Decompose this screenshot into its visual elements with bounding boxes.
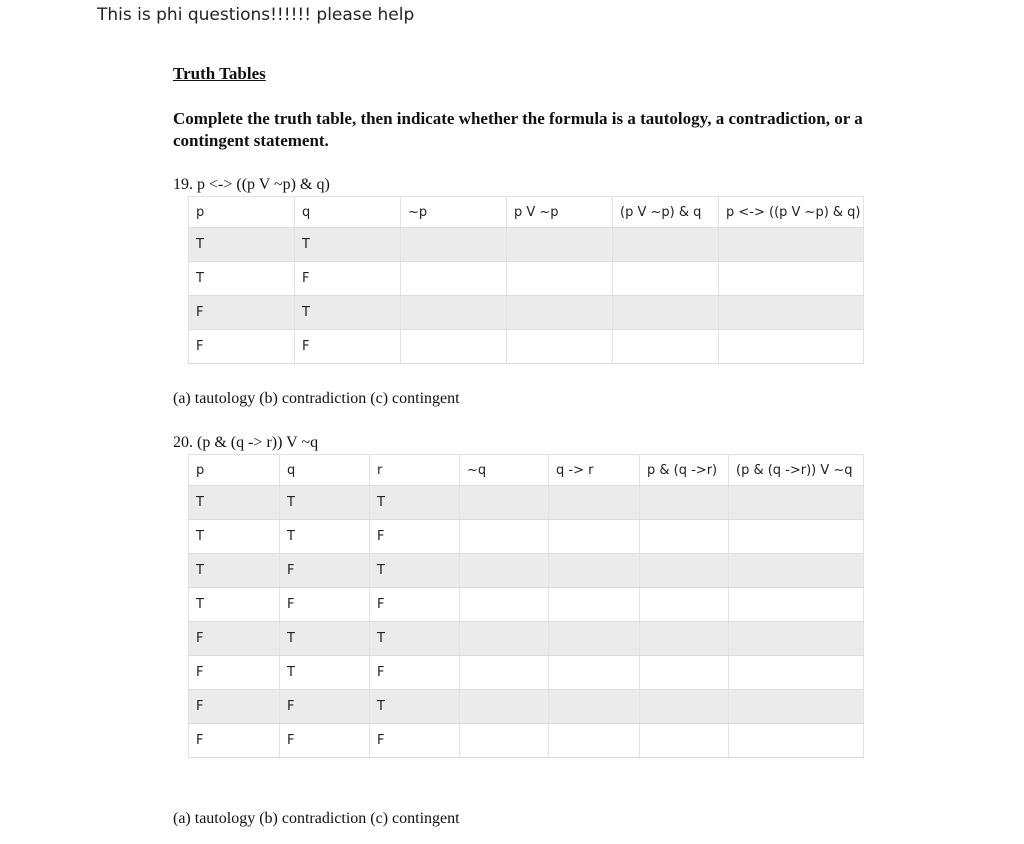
table-row [189, 588, 864, 622]
table-cell: F [189, 656, 280, 690]
table-cell: T [189, 554, 280, 588]
table-row [189, 330, 864, 364]
column-header: (p & (q ->r)) V ~q [729, 455, 864, 486]
answer-cell[interactable] [460, 622, 549, 656]
answer-cell[interactable] [549, 724, 640, 758]
column-header: ~p [401, 197, 507, 228]
answer-cell[interactable] [729, 622, 864, 656]
answer-cell[interactable] [460, 656, 549, 690]
document-title: Truth Tables [173, 64, 266, 83]
column-header: p [189, 455, 280, 486]
table-header-row [189, 197, 864, 228]
answer-cell[interactable] [460, 588, 549, 622]
answer-cell[interactable] [719, 296, 864, 330]
table-cell: T [280, 486, 370, 520]
table-cell: T [370, 690, 460, 724]
table-cell: F [280, 554, 370, 588]
table-cell: T [370, 622, 460, 656]
table-cell: F [189, 330, 295, 364]
answer-cell[interactable] [613, 296, 719, 330]
column-header: q [295, 197, 401, 228]
table-cell: T [189, 486, 280, 520]
answer-cell[interactable] [401, 228, 507, 262]
answer-cell[interactable] [549, 588, 640, 622]
answer-cell[interactable] [640, 588, 729, 622]
table-cell: F [189, 690, 280, 724]
answer-cell[interactable] [729, 690, 864, 724]
column-header: ~q [460, 455, 549, 486]
answer-cell[interactable] [640, 554, 729, 588]
answer-cell[interactable] [729, 656, 864, 690]
table-cell: T [280, 622, 370, 656]
answer-cell[interactable] [507, 330, 613, 364]
answer-cell[interactable] [640, 520, 729, 554]
table-cell: T [189, 228, 295, 262]
answer-cell[interactable] [719, 330, 864, 364]
answer-cell[interactable] [401, 330, 507, 364]
answer-cell[interactable] [549, 486, 640, 520]
answer-cell[interactable] [729, 588, 864, 622]
table-cell: F [280, 588, 370, 622]
truth-table-19 [188, 196, 864, 364]
answer-cell[interactable] [640, 656, 729, 690]
answer-cell[interactable] [719, 262, 864, 296]
problem-19-label: 19. p <-> ((p V ~p) & q) [173, 176, 330, 193]
table-cell: T [189, 520, 280, 554]
column-header: (p V ~p) & q [613, 197, 719, 228]
problem-20-label: 20. (p & (q -> r)) V ~q [173, 434, 319, 451]
answer-cell[interactable] [613, 330, 719, 364]
table-cell: F [370, 588, 460, 622]
table-cell: F [189, 296, 295, 330]
answer-cell[interactable] [549, 554, 640, 588]
table-row [189, 554, 864, 588]
table-row [189, 724, 864, 758]
answer-cell[interactable] [729, 486, 864, 520]
table-cell: T [280, 520, 370, 554]
answer-cell[interactable] [460, 724, 549, 758]
answer-choices-20: (a) tautology (b) contradiction (c) contingent [173, 810, 460, 827]
answer-cell[interactable] [729, 520, 864, 554]
table-cell: T [280, 656, 370, 690]
answer-cell[interactable] [640, 724, 729, 758]
table-header-row [189, 455, 864, 486]
column-header: q -> r [549, 455, 640, 486]
table-row [189, 228, 864, 262]
answer-cell[interactable] [613, 262, 719, 296]
answer-cell[interactable] [401, 262, 507, 296]
question-text: This is phi questions!!!!!! please help [97, 5, 415, 25]
table-cell: F [370, 724, 460, 758]
table-cell: F [189, 622, 280, 656]
table-cell: F [189, 724, 280, 758]
table-cell: T [189, 262, 295, 296]
column-header: p & (q ->r) [640, 455, 729, 486]
answer-cell[interactable] [549, 656, 640, 690]
table-cell: F [280, 724, 370, 758]
column-header: p V ~p [507, 197, 613, 228]
answer-cell[interactable] [401, 296, 507, 330]
table-cell: T [189, 588, 280, 622]
answer-cell[interactable] [549, 520, 640, 554]
table-row [189, 262, 864, 296]
table-row [189, 486, 864, 520]
column-header: p [189, 197, 295, 228]
answer-cell[interactable] [613, 228, 719, 262]
answer-cell[interactable] [460, 520, 549, 554]
answer-cell[interactable] [640, 486, 729, 520]
truth-table-20 [188, 454, 864, 758]
answer-cell[interactable] [729, 554, 864, 588]
column-header: p <-> ((p V ~p) & q) [719, 197, 864, 228]
answer-cell[interactable] [549, 690, 640, 724]
answer-cell[interactable] [640, 690, 729, 724]
column-header: r [370, 455, 460, 486]
answer-cell[interactable] [719, 228, 864, 262]
answer-cell[interactable] [729, 724, 864, 758]
table-cell: F [295, 262, 401, 296]
answer-cell[interactable] [460, 690, 549, 724]
table-row [189, 622, 864, 656]
column-header: q [280, 455, 370, 486]
answer-cell[interactable] [507, 228, 613, 262]
table-cell: F [370, 656, 460, 690]
table-cell: F [280, 690, 370, 724]
table-cell: T [295, 296, 401, 330]
answer-choices-19: (a) tautology (b) contradiction (c) contingent [173, 390, 460, 407]
table-row [189, 296, 864, 330]
table-cell: F [295, 330, 401, 364]
answer-cell[interactable] [460, 554, 549, 588]
answer-cell[interactable] [640, 622, 729, 656]
answer-cell[interactable] [507, 262, 613, 296]
answer-cell[interactable] [460, 486, 549, 520]
table-cell: F [370, 520, 460, 554]
table-row [189, 520, 864, 554]
table-cell: T [370, 486, 460, 520]
answer-cell[interactable] [507, 296, 613, 330]
table-cell: T [370, 554, 460, 588]
table-row [189, 656, 864, 690]
table-row [189, 690, 864, 724]
answer-cell[interactable] [549, 622, 640, 656]
instructions-text: Complete the truth table, then indicate whether the formula is a tautology, a contradiction, or a contingent statement. [173, 109, 863, 150]
table-cell: T [295, 228, 401, 262]
